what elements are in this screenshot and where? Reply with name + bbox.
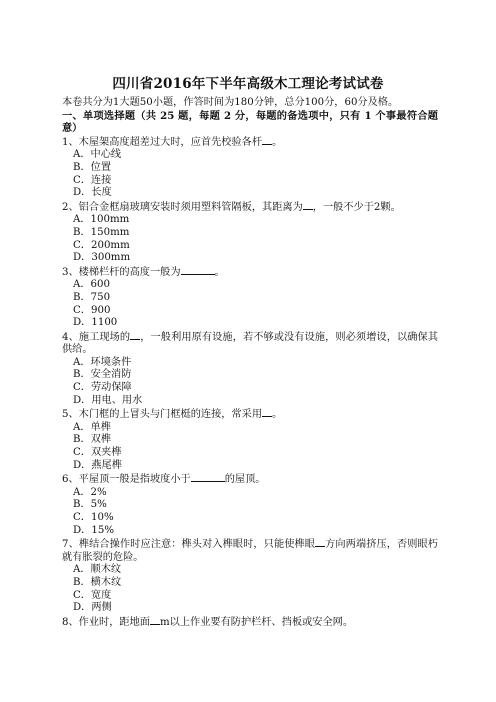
option: D．长度 — [73, 187, 112, 199]
answer-blank — [262, 407, 272, 417]
answer-blank — [150, 615, 160, 625]
option: B．位置 — [73, 161, 112, 173]
option: C．200mm — [73, 239, 130, 251]
option: B．横木纹 — [73, 576, 122, 588]
option: D．两侧 — [73, 602, 112, 614]
option: C．10% — [73, 512, 114, 523]
section-heading: 一、单项选择题（共 25 题，每题 2 分，每题的备选项中，只有 1 个事最符合题意） — [62, 109, 438, 135]
option: D．15% — [73, 524, 114, 536]
option: B．750 — [73, 291, 111, 303]
option: C．双夹榫 — [73, 447, 122, 459]
exam-content — [62, 97, 438, 629]
question-text: 1、木屋架高度超差过大时，应首先校验各杆 。 — [62, 136, 283, 148]
question-block — [62, 330, 438, 408]
option: D．1100 — [73, 317, 118, 329]
option: B．安全消防 — [73, 369, 132, 381]
question-text: 5、木门框的上冒头与门框梃的连接，常采用 。 — [62, 409, 283, 421]
option: A．单榫 — [73, 421, 111, 433]
option: C．宽度 — [73, 589, 112, 601]
intro-text: 本卷共分为1大题50小题，作答时间为180分钟，总分100分，60分及格。 — [62, 97, 399, 108]
answer-blank — [191, 472, 225, 482]
question-text: 8、作业时，距地面 m以上作业要有防护栏杆、挡板或安全网。 — [62, 616, 354, 628]
question-text: 4、施工现场的 ，一般利用原有设施，若不够或没有设施，则必须增设，以确保其供给。 — [62, 331, 439, 356]
answer-blank — [303, 200, 313, 210]
question-block — [62, 265, 438, 330]
question-block — [62, 615, 438, 630]
question-text: 6、平屋顶一般是指坡度小于 的屋顶。 — [62, 474, 266, 486]
option: A．2% — [73, 486, 107, 498]
answer-blank — [315, 537, 325, 547]
option: D．300mm — [73, 252, 131, 264]
answer-blank — [130, 330, 140, 340]
answer-blank — [181, 265, 215, 275]
option: D．燕尾榫 — [73, 459, 122, 471]
question-block — [62, 472, 438, 537]
option: C．劳动保障 — [73, 382, 132, 394]
question-text: 2、铝合金框扇玻璃安装时须用塑料管隔板，其距离为 ，一般不少于2颗。 — [62, 201, 401, 213]
question-text: 7、榫结合操作时应注意：榫头对入榫眼时，只能使榫眼 方向两端挤压，否则眼朽就有胀裂的危险。 — [62, 539, 438, 563]
option: A．中心线 — [73, 149, 122, 161]
option: A．顺木纹 — [73, 564, 122, 576]
option: C．900 — [73, 304, 111, 316]
option: B．5% — [73, 499, 107, 511]
option: C．连接 — [73, 174, 112, 186]
option: A．600 — [73, 279, 110, 291]
question-block — [62, 135, 438, 200]
question-block — [62, 537, 438, 615]
page-title: 四川省2016年下半年高级木工理论考试试卷 — [112, 76, 384, 92]
option: D．用电、用水 — [73, 394, 143, 406]
option: A．100mm — [73, 214, 130, 226]
option: B．双榫 — [73, 434, 112, 446]
question-text: 3、楼梯栏杆的高度一般为 。 — [62, 266, 225, 278]
option: A．环境条件 — [73, 356, 132, 368]
option: B．150mm — [73, 226, 130, 238]
answer-blank — [262, 135, 272, 145]
question-block — [62, 407, 438, 472]
question-block — [62, 200, 438, 265]
